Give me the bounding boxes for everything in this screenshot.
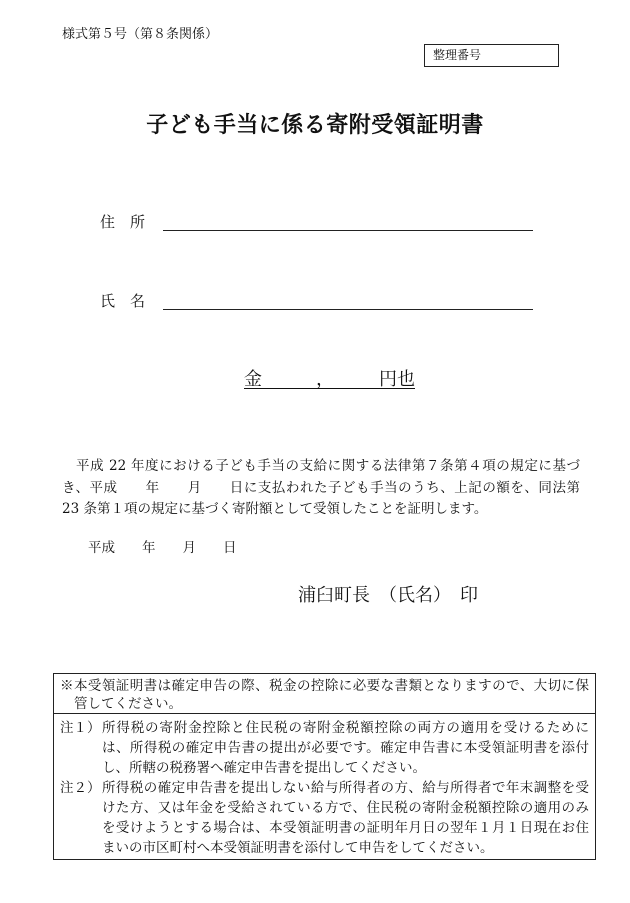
certification-line: 23 条第１項の規定に基づく寄附額として受領したことを証明します。 xyxy=(62,501,488,517)
notes-section xyxy=(54,714,595,858)
note-line: し、所轄の税務署へ確定申告書を提出してください。 xyxy=(102,760,426,776)
warning-notice xyxy=(54,674,595,714)
note-line: まいの市区町村へ本受領証明書を添付して申告をしてください。 xyxy=(102,840,494,856)
warning-line: ※本受領証明書は確定申告の際、税金の控除に必要な書類となりますので、大切に保 xyxy=(60,678,589,694)
issue-date: 平成 年 月 日 xyxy=(88,540,237,556)
document-title: 子ども手当に係る寄附受領証明書 xyxy=(146,112,484,138)
address-underline xyxy=(163,230,533,231)
form-number: 様式第５号（第８条関係） xyxy=(62,27,219,42)
note-line: を受けようとする場合は、本受領証明書の証明年月日の翌年１月１日現在お住 xyxy=(102,820,589,836)
note-text xyxy=(102,778,589,858)
note-2 xyxy=(60,778,589,858)
note-line: は、所得税の確定申告書の提出が必要です。確定申告書に本受領証明書を添付 xyxy=(102,740,589,756)
note-label: 注２） xyxy=(60,780,101,796)
note-line: 所得税の確定申告書を提出しない給与所得者の方、給与所得者で年末調整を受 xyxy=(102,780,589,796)
note-1 xyxy=(60,718,589,778)
reference-number-label: 整理番号 xyxy=(433,48,482,62)
certification-line: き、平成 年 月 日に支払われた子ども手当のうち、上記の額を、同法第 xyxy=(62,479,580,496)
name-underline xyxy=(163,309,533,310)
note-line: 所得税の寄附金控除と住民税の寄附金税額控除の両方の適用を受けるために xyxy=(102,720,589,736)
certification-line: 平成 22 年度における子ども手当の支給に関する法律第７条第４項の規定に基づ xyxy=(62,458,580,474)
notice-box xyxy=(53,673,596,860)
donation-amount: 金 ， 円也 xyxy=(244,369,415,390)
note-line: けた方、又は年金を受給されている方で、住民税の寄附金税額控除の適用のみ xyxy=(102,800,589,816)
warning-line: 管してください。 xyxy=(74,696,182,712)
address-label: 住 所 xyxy=(100,213,146,231)
certification-paragraph xyxy=(62,456,580,521)
note-text xyxy=(102,718,589,778)
signatory: 浦臼町長 （氏名） 印 xyxy=(298,585,478,606)
name-label: 氏 名 xyxy=(100,292,146,310)
note-label: 注１） xyxy=(60,720,101,736)
reference-number-box xyxy=(424,44,559,67)
